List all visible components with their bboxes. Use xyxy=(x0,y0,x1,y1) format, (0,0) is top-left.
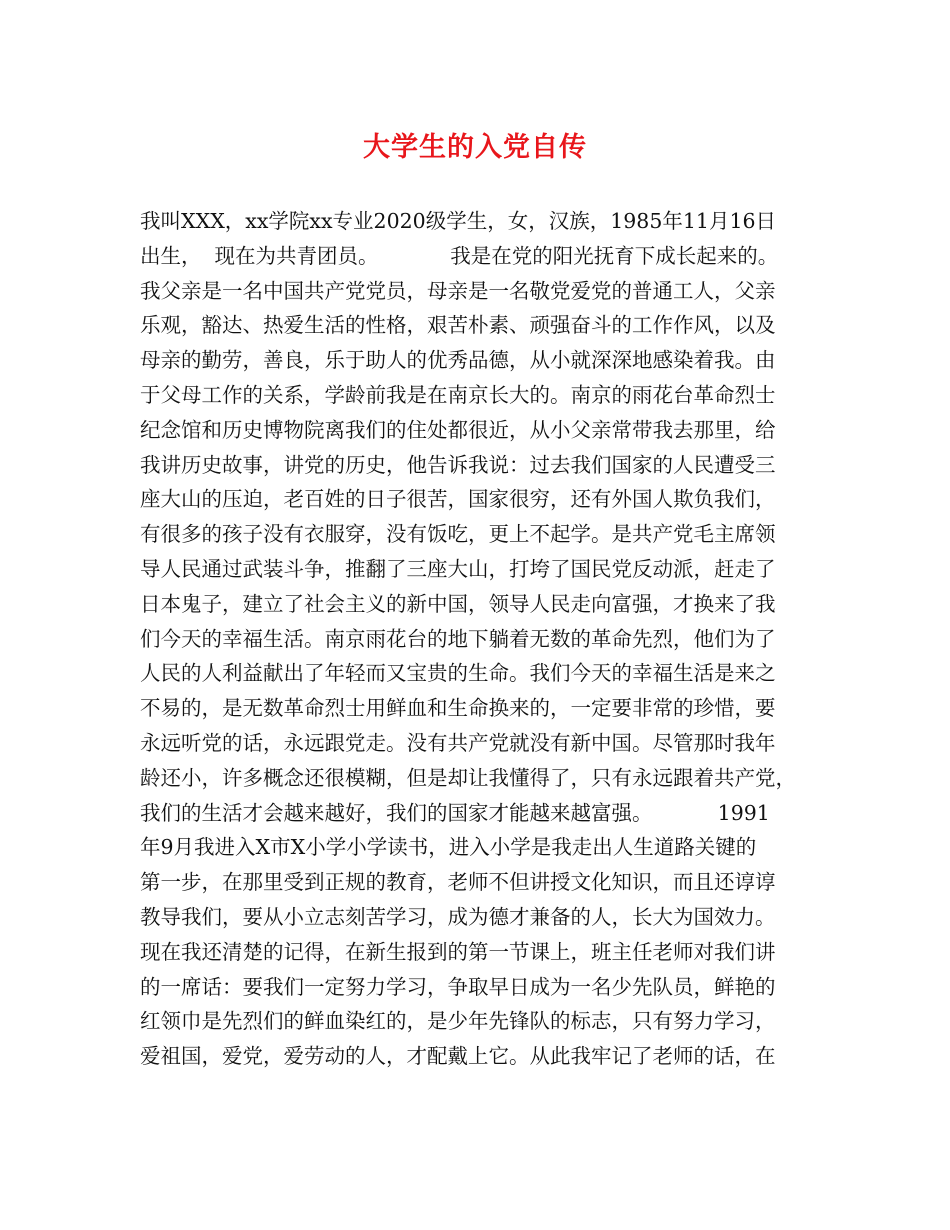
body-line: 的一席话：要我们一定努力学习，争取早日成为一名少先队员，鲜艳的 xyxy=(140,974,776,999)
body-line: 教导我们，要从小立志刻苦学习，成为德才兼备的人，长大为国效力。 xyxy=(140,904,776,929)
body-line: 纪念馆和历史博物院离我们的住处都很近，从小父亲常带我去那里，给 xyxy=(140,417,776,442)
body-line: 人民的人利益献出了年轻而又宝贵的生命。我们今天的幸福生活是来之 xyxy=(140,661,776,686)
body-line: 乐观，豁达、热爱生活的性格，艰苦朴素、顽强奋斗的工作作风，以及 xyxy=(140,313,776,338)
body-line: 永远听党的话，永远跟党走。没有共产党就没有新中国。尽管那时我年 xyxy=(140,730,776,755)
body-line: 母亲的勤劳，善良，乐于助人的优秀品德，从小就深深地感染着我。由 xyxy=(140,348,776,373)
body-line: 不易的，是无数革命烈士用鲜血和生命换来的，一定要非常的珍惜，要 xyxy=(140,696,776,721)
body-line: 出生， 现在为共青团员。 我是在党的阳光抚育下成长起来的。 xyxy=(140,243,779,268)
body-line: 爱祖国，爱党，爱劳动的人，才配戴上它。从此我牢记了老师的话，在 xyxy=(140,1044,776,1069)
body-line: 年9月我进入X市X小学小学读书，进入小学是我走出人生道路关键的 xyxy=(140,835,757,860)
document-title: 大学生的入党自传 xyxy=(363,132,587,163)
body-line: 有很多的孩子没有衣服穿，没有饭吃，更上不起学。是共产党毛主席领 xyxy=(140,522,776,547)
body-line: 我父亲是一名中国共产党党员，母亲是一名敬党爱党的普通工人，父亲 xyxy=(140,278,776,303)
body-line: 我讲历史故事，讲党的历史，他告诉我说：过去我们国家的人民遭受三 xyxy=(140,452,776,477)
body-line: 日本鬼子，建立了社会主义的新中国，领导人民走向富强，才换来了我 xyxy=(140,591,776,616)
body-line: 我们的生活才会越来越好，我们的国家才能越来越富强。 1991 xyxy=(140,800,770,825)
body-line: 龄还小，许多概念还很模糊，但是却让我懂得了，只有永远跟着共产党， xyxy=(140,765,796,790)
body-line: 我叫XXX，xx学院xx专业2020级学生，女，汉族，1985年11月16日 xyxy=(140,209,777,233)
document-body xyxy=(140,204,840,1074)
body-line: 于父母工作的关系，学龄前我是在南京长大的。南京的雨花台革命烈士 xyxy=(140,382,776,407)
body-line: 第一步，在那里受到正规的教育，老师不但讲授文化知识，而且还谆谆 xyxy=(140,870,776,895)
body-line: 导人民通过武装斗争，推翻了三座大山，打垮了国民党反动派，赶走了 xyxy=(140,556,776,581)
body-line: 座大山的压迫，老百姓的日子很苦，国家很穷，还有外国人欺负我们， xyxy=(140,487,776,512)
body-line: 红领巾是先烈们的鲜血染红的，是少年先锋队的标志，只有努力学习， xyxy=(140,1009,776,1034)
body-line: 现在我还清楚的记得，在新生报到的第一节课上，班主任老师对我们讲 xyxy=(140,939,776,964)
body-line: 们今天的幸福生活。南京雨花台的地下躺着无数的革命先烈，他们为了 xyxy=(140,626,776,651)
